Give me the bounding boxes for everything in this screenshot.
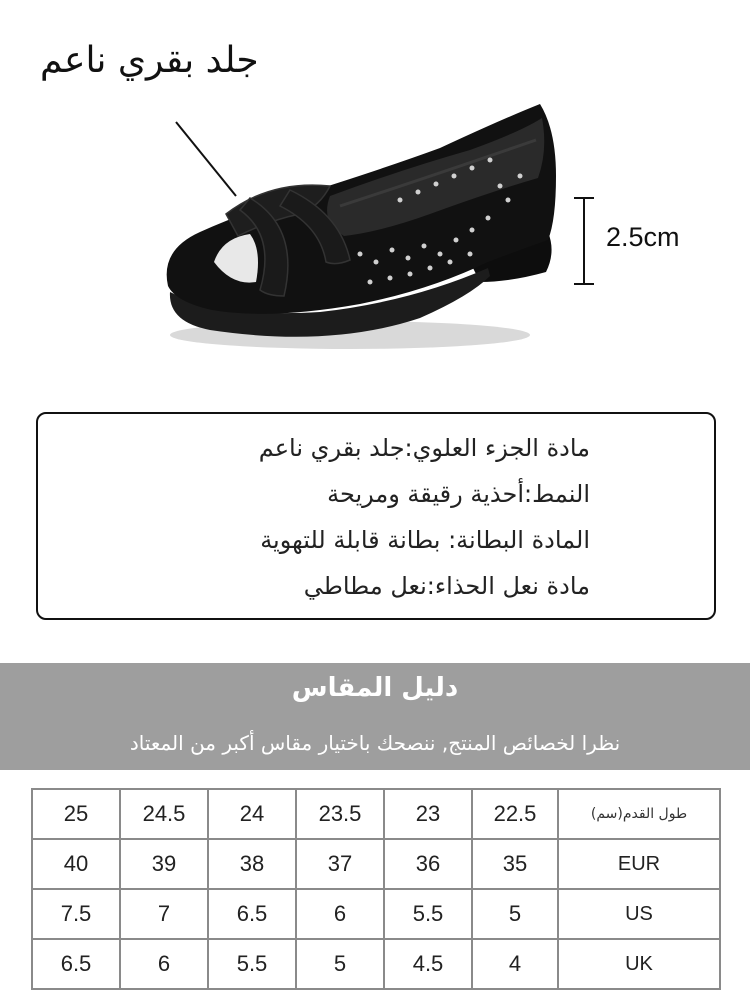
table-cell: 35: [472, 839, 558, 889]
spec-lining: المادة البطانة: بطانة قابلة للتهوية: [260, 526, 590, 554]
table-cell: 6: [296, 889, 384, 939]
table-cell: 7: [120, 889, 208, 939]
table-cell: 39: [120, 839, 208, 889]
table-cell: 40: [32, 839, 120, 889]
row-header-eur: EUR: [558, 839, 720, 889]
table-cell: 25: [32, 789, 120, 839]
shoe-product-image: [0, 0, 750, 400]
table-row: [32, 789, 720, 839]
table-cell: 37: [296, 839, 384, 889]
table-row: [32, 889, 720, 939]
size-guide-banner: [0, 663, 750, 770]
material-callout-label: جلد بقري ناعم: [40, 40, 259, 81]
spec-sole: مادة نعل الحذاء:نعل مطاطي: [303, 572, 590, 600]
table-row: [32, 839, 720, 889]
size-guide-note: نظرا لخصائص المنتج, ننصحك باختيار مقاس أكبر من المعتاد: [129, 731, 621, 755]
table-cell: 38: [208, 839, 296, 889]
product-specs-box: [36, 412, 716, 620]
table-cell: 6.5: [32, 939, 120, 989]
heel-height-marker: [574, 198, 594, 284]
heel-height-label: 2.5cm: [606, 222, 680, 252]
size-guide-title: دليل المقاس: [291, 673, 459, 703]
row-header-uk: UK: [558, 939, 720, 989]
table-cell: 4.5: [384, 939, 472, 989]
table-cell: 23: [384, 789, 472, 839]
spec-upper-material: مادة الجزء العلوي:جلد بقري ناعم: [258, 434, 590, 462]
table-row: [32, 939, 720, 989]
table-cell: 7.5: [32, 889, 120, 939]
table-cell: 36: [384, 839, 472, 889]
table-cell: 6.5: [208, 889, 296, 939]
table-cell: 4: [472, 939, 558, 989]
row-header-us: US: [558, 889, 720, 939]
table-cell: 24: [208, 789, 296, 839]
row-header-foot-length: طول القدم(سم): [558, 789, 720, 839]
callout-pointer-line: [176, 122, 236, 196]
table-cell: 23.5: [296, 789, 384, 839]
table-cell: 6: [120, 939, 208, 989]
table-cell: 5: [472, 889, 558, 939]
table-cell: 5: [296, 939, 384, 989]
size-chart-table: [31, 788, 721, 990]
table-cell: 5.5: [384, 889, 472, 939]
table-cell: 5.5: [208, 939, 296, 989]
table-cell: 24.5: [120, 789, 208, 839]
table-cell: 22.5: [472, 789, 558, 839]
spec-style: النمط:أحذية رقيقة ومريحة: [327, 480, 590, 508]
